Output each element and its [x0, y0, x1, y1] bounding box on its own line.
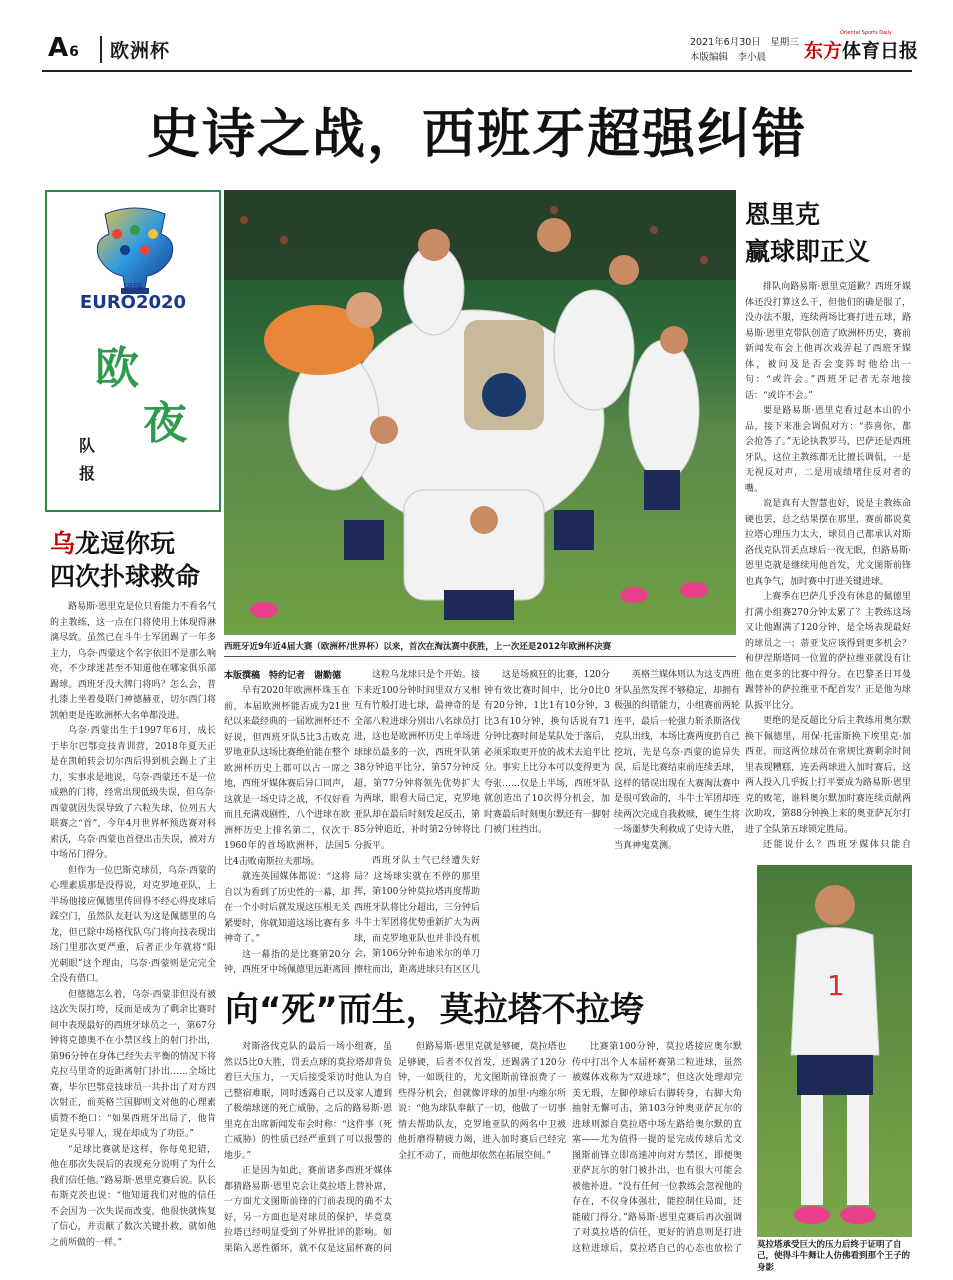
bottom-col-1 — [224, 1040, 392, 1255]
caption-rule — [224, 656, 736, 657]
bottom-col-2 — [398, 1040, 566, 1255]
main-paragraph: 这是场疯狂的比赛，120分钟有效比赛时间中，比分0比0有20分钟，1比1有10分钟，3比3有10分钟，换句话说有71分钟比赛时间是某队处于落后，必须采取更开放的战术去追平比分。事实上比分本可以变得更为夸张……仅是上半场，西班牙队就创造出了10次得分机会，加时赛最后时刻奥尔默还有一脚射门被门柱挡出。 — [484, 670, 610, 835]
char-ou: 欧 — [95, 343, 139, 394]
right-paragraph: 要是路易斯·恩里克看过赵本山的小品，接下来准会调侃对方：“恭喜你，都会抢答了。”无论执教罗马、巴萨还是西班牙队，这位主教练都无比擅长调侃，一是无视反对声，二是用成绩堵住反对者的嘴。 — [745, 406, 911, 494]
page-number — [48, 33, 79, 63]
main-col-3 — [484, 668, 610, 974]
right-article-body — [745, 280, 911, 855]
right-paragraph: 还能说什么？西班牙媒体只能自 — [763, 840, 911, 850]
left-article-body — [50, 600, 216, 1250]
right-paragraph: 上赛季在巴萨几乎没有休息的佩德里打满小组赛270分钟太累了？主教练这场又让他踢满了120分钟，是全场表现最好的球员之一；蒂亚戈应该得到更多机会？和伊涅斯塔同一位置的萨拉维亚就没有让他在更多的比赛中得分。在巴黎圣日耳曼踢替补的萨拉维亚不配首发？正是他为球队扳平比分。 — [745, 592, 911, 711]
left-paragraph: 但作为一位巴斯克球员，乌奈·西蒙的心理素质那是没得说，对克罗地亚队，上半场他接应佩德里传回得不经心得皮球后踩空门，虽然队友赶认为这是佩德里的乌龙，但已除中场格伐队乌门将向技表现出场门里那次更严重，后者正少年就将“阳光刺眼”这个理由，乌奈·西蒙则是完完全全没有借口。 — [50, 865, 216, 984]
main-paragraph: 西班牙队士气已经遭失好局？这场球实就在不停的那里挥，第100分钟莫拉塔再度帮助西班牙队将比分超出，三分钟后斗牛士军团将优势重新扩大为两球，而克罗地亚队也并非没有机会，第106分钟布迪米尔的单刀擦柱而出，距离进球只有区区几 — [354, 856, 480, 974]
right-title-line2: 赢球即正义 — [745, 237, 871, 266]
main-paragraph: 就连英国媒体都说：“这将自以为看到了历史性的一幕，却在一个小时后就发现这压根无关紧要时，你就知道这场比赛有多神奇了。” — [224, 872, 350, 944]
left-title-line1: 龙逗你玩 — [75, 529, 176, 558]
page-number-digit: 6 — [69, 44, 79, 60]
section-title: 欧洲杯 — [100, 36, 170, 63]
main-paragraph: 这一幕指的是比赛第20分钟，西班牙中场佩德里远距离回 — [224, 949, 350, 974]
masthead-rule — [42, 70, 912, 72]
brand-black: 体育日报 — [842, 40, 919, 62]
uefa-label: UEFA — [124, 282, 142, 290]
main-paragraph: 英格兰媒体则认为这支西班牙队虽然发挥不够稳定，却拥有极强的纠错能力，小组赛前两轮连平，最后一轮强力斩杀斯洛伐克队出线，本场比赛两度扔自己挖坑，先是乌奈·西蒙的诡异失误，后是比赛结束前连续丢球，这样的错误出现在大赛淘汰赛中是很可致命的，斗牛士军团却连续两次完成自我救赎，硬生生将一场噩梦失利救成了史诗大胜，当真神鬼莫测。 — [614, 670, 740, 851]
brand-english: Oriental Sports Daily — [840, 30, 892, 36]
main-photo-caption: 西班牙近9年近4届大赛（欧洲杯/世界杯）以来，首次在淘汰赛中获胜，上一次还是2012年欧洲杯决赛 — [224, 642, 612, 652]
main-paragraph: 这粒乌龙球只是个开始。接下来近100分钟时间里双方又相互有竹般打进七球，最神奇的是全部八粒进球分别出八名球员打进，这也是欧洲杯历史上单场进球球员最多的一次，西班牙队第38分钟追平比分，第57分钟反超，第77分钟将领先优势扩大为两球，眼看大局已定，克罗地亚队却在最后时刻发起反击，第85分钟追近，补时第2分钟将比分扳平。 — [354, 670, 480, 851]
svg-text:1: 1 — [827, 969, 845, 1002]
left-title-line2: 四次扑球救命 — [50, 561, 201, 591]
main-col-2 — [354, 668, 480, 974]
left-paragraph: 乌奈·西蒙出生于1997年6月，成长于毕尔巴鄂竞技青训营，2018年夏天正是在凯帕转会切尔西后得到机会踢上了主力，实事求是地说，乌奈·西蒙还不是一位成熟的门将，经常出现低级失误，但乌奈·西蒙就因失误导致了六粒失球，位列五大联赛之“首”，今年4月世界杯预选赛对科索沃，乌奈·西蒙也首登出击失误，被对方中场吊门得分。 — [50, 726, 216, 860]
page-headline: 史诗之战，西班牙超强纠错 — [147, 104, 807, 165]
left-paragraph: 但德德怎么着，乌奈·西蒙非但没有被这次失误打垮，反而是成为了剩余比赛时间中表现最好的西班牙球员之一，第67分钟将克德奥不在小禁区线上的射门扑出，第96分钟在身体已经失去平衡的情况下将克拉马里奇的近距离射门扑出……全场比赛，毕尔巴鄂竞技球员一共扑出了对方四次射正，前英格兰国脚则文对他的心理素质赞不绝口：“如果西班牙出局了，他肯定是头号罪人，现在却成为了功臣。” — [50, 989, 216, 1139]
article-byline: 本版撰稿 特约记者 谢勤德 — [224, 671, 342, 681]
char-duibao — [79, 432, 99, 488]
page-letter: A — [48, 33, 69, 63]
main-paragraph: 早有2020年欧洲杯珠玉在前，本届欧洲杯能否成为21世纪以来最经典的一届欧洲杯还不好说，但西班牙队5比3击败克罗地亚队这场比赛绝伯能在整个欧洲杯历史上都可以占一席之地，西班牙媒体赛后异口同声，这就是一场史诗之战，不仅好看而且充满戏剧性，八个进球在欧洲杯历史上排名第二，仅次于1960年的首场欧洲杯，法国5比4击败南斯拉夫那场。 — [224, 686, 350, 867]
right-paragraph: 说是真有大智慧也好，说是主教练命硬也罢，总之结果摆在那里，赛前都说莫拉塔心理压力太大，球员自己都承认对斯洛伐克队罚丢点球后一夜无眠，但路易斯·恩里克就是继续用他首发，尤文图斯前锋也真争气，加时赛中打进关键进球。 — [745, 499, 911, 587]
morata-photo — [757, 865, 912, 1237]
left-title-red-char: 乌 — [50, 529, 76, 558]
right-paragraph: 更绝的是反超比分后主教练用奥尔默换下佩德里，用保·托雷斯换下埃里克·加西亚，而这两位球员在常规比赛剩余时间里表现糟糕，连丢两球进入加时赛后，这两人投入几乎扳上打平要成为路易斯·恩里克的败笔，谁料奥尔默加时赛连续贡献两次助攻，第88分钟换上来的奥亚萨瓦尔打进了全队第五球锁定胜局。 — [745, 716, 911, 835]
issue-meta — [690, 35, 799, 65]
char-dui: 队 — [79, 436, 96, 455]
bottom-paragraph: 正是因为如此，赛前诸多西班牙媒体都猜路易斯·恩里克会让莫拉塔上替补席，一方面尤文图斯前锋的门前表现的确不太好，另一方面也是对球员的保护，毕竟莫拉塔已经明显受到了外界批评的影响。如果陷入恶性循环，就不仅是这届杯赛的问 — [224, 1166, 392, 1254]
euro2020-label: EURO2020 — [79, 292, 187, 313]
char-bao: 报 — [79, 464, 96, 483]
char-ye: 夜 — [143, 398, 187, 449]
bottom-paragraph: 但路易斯·恩里克就是够硬，莫拉塔也足够硬，后者不仅首发，还踢满了120分钟，一如既往的，尤文图斯前锋浪费了一些得分机会，但就像评球的加里·内维尔所说：“他为球队奉献了一切，他做了一切事情去帮助队友，克罗地亚队的两名中卫被他折磨得精疲力竭，进入加时赛后已经完全扛不动了，而他却依然在拓展空间。” — [398, 1042, 566, 1161]
main-celebration-photo — [224, 190, 736, 635]
bottom-paragraph: 对斯洛伐克队的最后一场小组赛，虽然以5比0大胜，罚丢点球的莫拉塔却背负着巨大压力，一天后接受采访时他认为自己整宿难眠，同时透露自己以及家人遭到了极端球迷的死亡威胁，之后的路易斯·恩里克在出席新闻发布会时称：“这件事（死亡威胁）的性质已经严重到了可以报警的地步。” — [224, 1042, 392, 1161]
left-article-title — [50, 528, 200, 593]
main-col-4 — [614, 668, 740, 974]
bottom-paragraph: 比赛第100分钟，莫拉塔接应奥尔默传中打出个人本届杯赛第二粒进球，虽然被媒体戏称为“双进球”，但这次处理却完美无瑕，左脚停球后右脚转身，右脚大角抽射无懈可击，第103分钟奥亚萨瓦尔的进球则源自莫拉塔中场左路给奥尔默的直塞——尤为值得一提的是完成传球后尤文图斯前锋立即高速冲向对方禁区，即便奥亚萨瓦尔的射门被扑出，也有很大可能会被他补进。“没有任何一位教练会忽视他的存在，不仅身体强壮，能控制住局面，还能破门得分。”路易斯·恩里克赛后再次强调了对莫拉塔的信任，更好的消息则是打进这粒进球后，莫拉塔自己的心态也放松了 — [572, 1042, 742, 1254]
newspaper-brand — [804, 30, 919, 63]
left-paragraph: “足球比赛就是这样，你每免犯错，他在那次失误后的表现充分说明了为什么我们信任他。”路易斯·恩里克赛后说。队长布斯克茨也说：“他知道我们对他的信任不会因为一次失误而改变，他很快就恢复了信心，并贡献了数次关键扑救，就如他之前所做的一样。” — [50, 1144, 216, 1248]
page-editor: 本版编辑 李小晨 — [690, 52, 767, 63]
left-paragraph: 路易斯·恩里克是位只看能力不看名气的主教练，这一点在门将使用上体现得淋漓尽致。虽然已在斗牛士军团踢了一年多主力，乌奈·西蒙这个名字依旧不是那么响亮，不少球迷甚至不知道他在哪家俱乐部踢球。西班牙没大牌门将吗？怎么会，普扎漆上坐着曼联门神德赫亚，切尔西门将凯帕更是连欧洲杯大名单都没进。 — [50, 602, 216, 721]
masthead — [42, 30, 919, 70]
bottom-col-3 — [572, 1040, 742, 1255]
bottom-article-title: 向“死”而生，莫拉塔不拉垮 — [225, 990, 644, 1030]
right-article-title — [745, 196, 870, 270]
right-title-line1: 恩里克 — [745, 200, 821, 229]
main-col-1 — [224, 684, 350, 974]
right-paragraph: 排队向路易斯·恩里克道歉？西班牙媒体还没打算这么干，但他们的确是服了，没办法不服，连续两场比赛打进五球，路易斯·恩里克带队创造了欧洲杯历史，赛前新闻发布会上他再次戏弄起了西班牙媒体，被问及是否会变阵时他给出一句：“或许会。”西班牙记者无奈地接话：“或许不会。” — [745, 282, 911, 401]
brand-red: 东方 — [804, 40, 843, 62]
issue-date: 2021年6月30日 星期三 — [690, 37, 799, 48]
euro-night-box — [45, 190, 221, 512]
morata-photo-caption: 莫拉塔承受巨大的压力后终于证明了自己，使得斗牛舞让人仿佛看到那个王子的身影 — [757, 1240, 911, 1273]
